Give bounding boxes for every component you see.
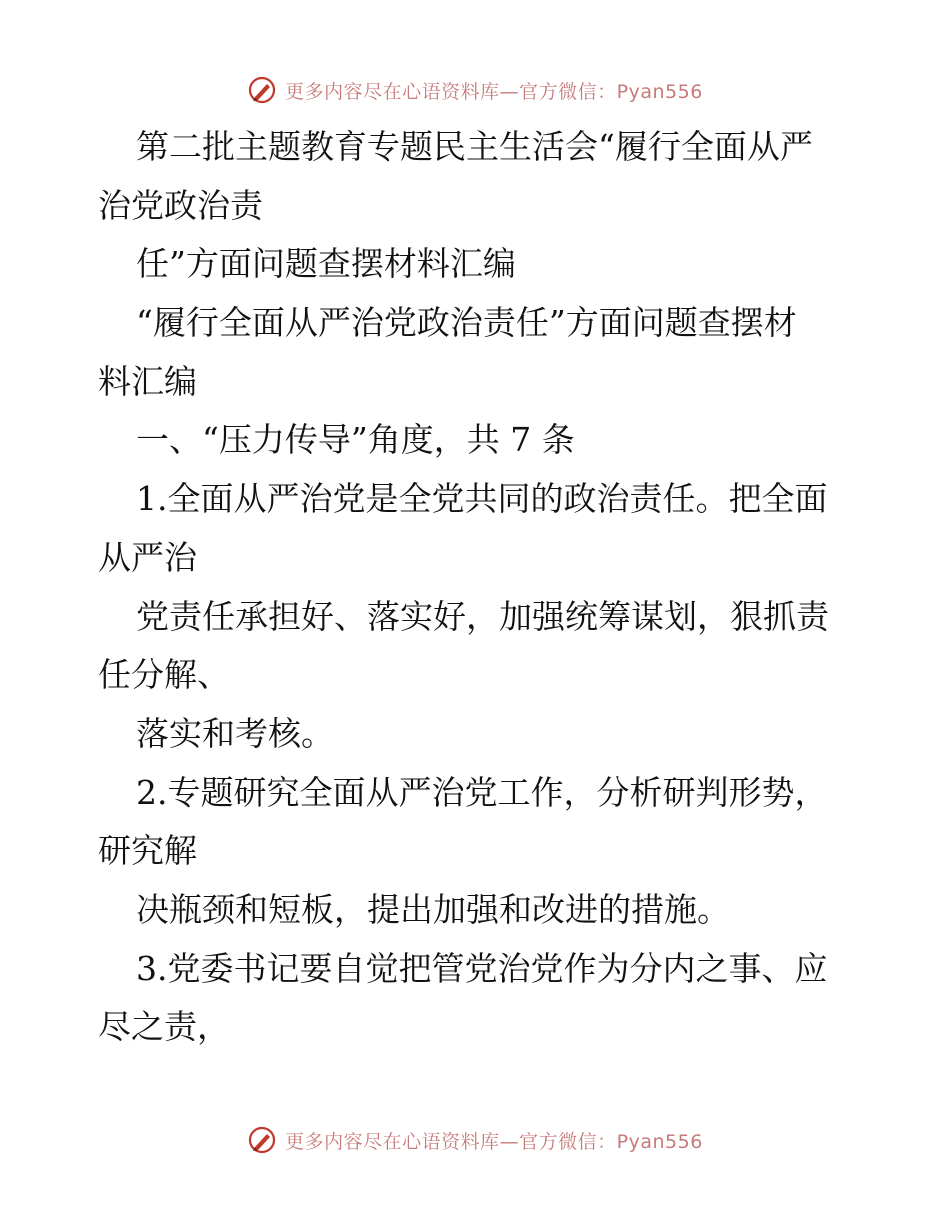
body-line: 一、“压力传导”角度，共 7 条 xyxy=(136,420,575,460)
body-line: “履行全面从严治党政治责任”方面问题查摆材 xyxy=(136,303,797,343)
watermark-banner-bottom xyxy=(0,1120,950,1160)
watermark-text: 更多内容尽在心语资料库—官方微信：Pyan556 xyxy=(285,80,703,103)
body-line: 治党政治责 xyxy=(98,185,263,225)
watermark-banner-top xyxy=(0,70,950,110)
body-line: 任分解、 xyxy=(98,655,230,695)
body-line: 2.专题研究全面从严治党工作，分析研判形势， xyxy=(136,772,828,812)
body-line: 3.党委书记要自觉把管党治党作为分内之事、应 xyxy=(136,948,828,988)
pen-logo-icon xyxy=(247,75,277,105)
body-line: 料汇编 xyxy=(98,361,197,401)
pen-logo-icon xyxy=(247,1125,277,1155)
document-body xyxy=(98,118,858,1057)
body-line: 党责任承担好、落实好，加强统筹谋划，狠抓责 xyxy=(136,596,829,636)
body-line: 尽之责， xyxy=(98,1007,230,1047)
watermark-text: 更多内容尽在心语资料库—官方微信：Pyan556 xyxy=(285,1130,703,1153)
body-line: 1.全面从严治党是全党共同的政治责任。把全面 xyxy=(136,479,828,519)
body-line: 落实和考核。 xyxy=(136,713,334,753)
body-line: 研究解 xyxy=(98,831,197,871)
body-line: 任”方面问题查摆材料汇编 xyxy=(136,244,516,284)
body-line: 决瓶颈和短板，提出加强和改进的措施。 xyxy=(136,889,730,929)
body-line: 第二批主题教育专题民主生活会“履行全面从严 xyxy=(136,127,813,166)
body-line: 从严治 xyxy=(98,537,197,577)
